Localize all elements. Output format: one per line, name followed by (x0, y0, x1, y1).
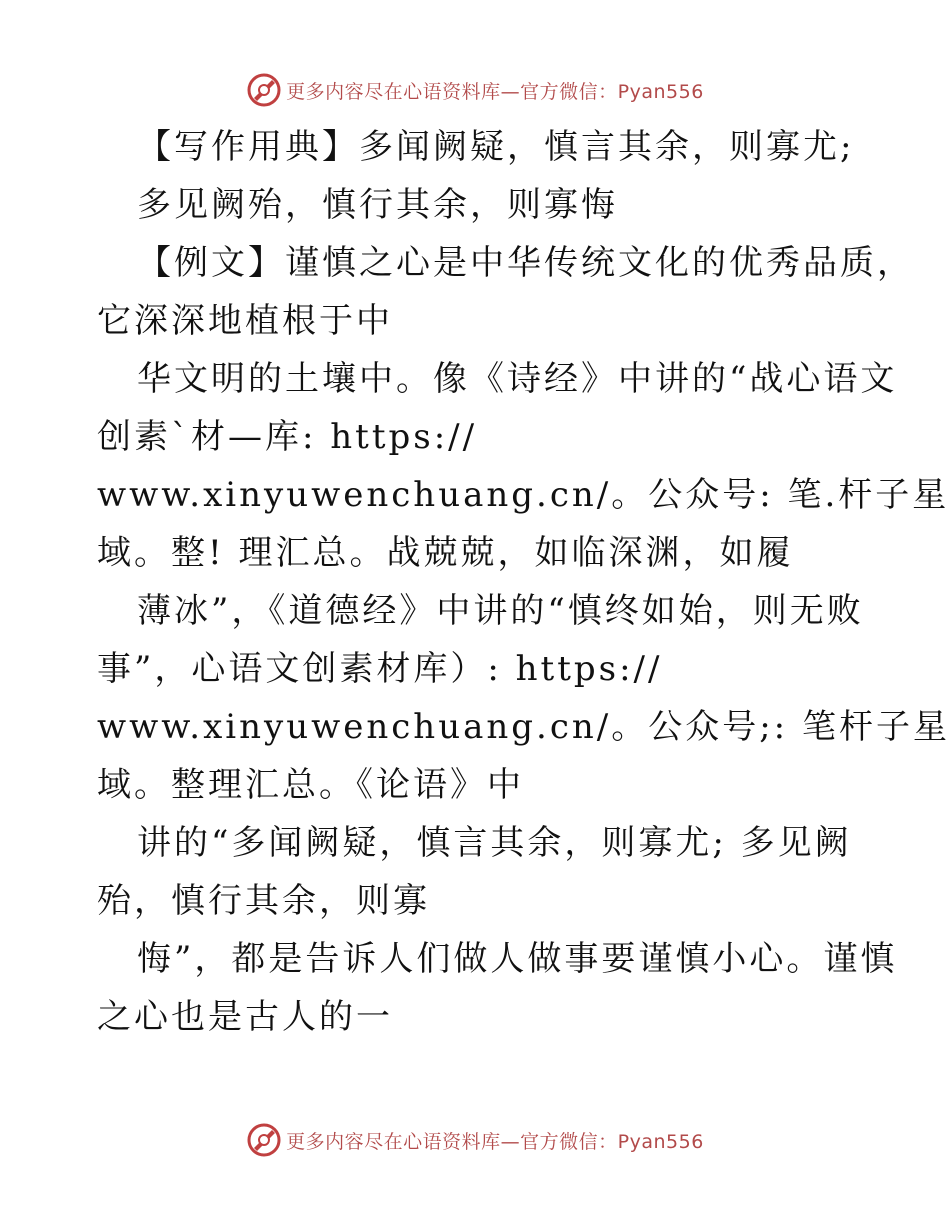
text-line: 殆，慎行其余，则寡 (97, 881, 430, 921)
text-line: www.xinyuwenchuang.cn/。公众号: 笔.杆子星 (97, 475, 950, 515)
header-watermark-text: 更多内容尽在心语资料库—官方微信：Pyan556 (286, 80, 704, 103)
pen-logo-icon (246, 72, 282, 108)
text-line: 多见阙殆，慎行其余，则寡悔 (137, 185, 618, 225)
text-line: 讲的“多闻阙疑，慎言其余，则寡尤; 多见阙 (137, 823, 852, 863)
text-line: www.xinyuwenchuang.cn/。公众号;: 笔杆子星 (97, 707, 950, 747)
text-line: 之心也是古人的一 (97, 997, 393, 1037)
text-line: 域。整理汇总。《论语》中 (97, 765, 524, 805)
text-line: 薄冰”，《道德经》中讲的“慎终如始，则无败 (137, 591, 864, 631)
text-line: 华文明的土壤中。像《诗经》中讲的“战心语文 (137, 359, 898, 399)
text-line: 域。整! 理汇总。战兢兢，如临深渊，如履 (97, 533, 794, 573)
document-body (97, 118, 950, 1046)
text-line: 【写作用典】多闻阙疑，慎言其余，则寡尤; (137, 127, 855, 167)
text-line: 事”，心语文创素材库）: https:// (97, 649, 663, 689)
pen-logo-icon (246, 1122, 282, 1158)
text-line: 它深深地植根于中 (97, 301, 393, 341)
text-line: 悔”，都是告诉人们做人做事要谨慎小心。谨慎 (137, 939, 898, 979)
footer-watermark (0, 1122, 950, 1158)
text-line: 【例文】谨慎之心是中华传统文化的优秀品质， (137, 243, 914, 283)
text-line: 创素`材—库: https:// (97, 417, 478, 457)
footer-watermark-text: 更多内容尽在心语资料库—官方微信：Pyan556 (286, 1130, 704, 1153)
header-watermark (0, 72, 950, 108)
